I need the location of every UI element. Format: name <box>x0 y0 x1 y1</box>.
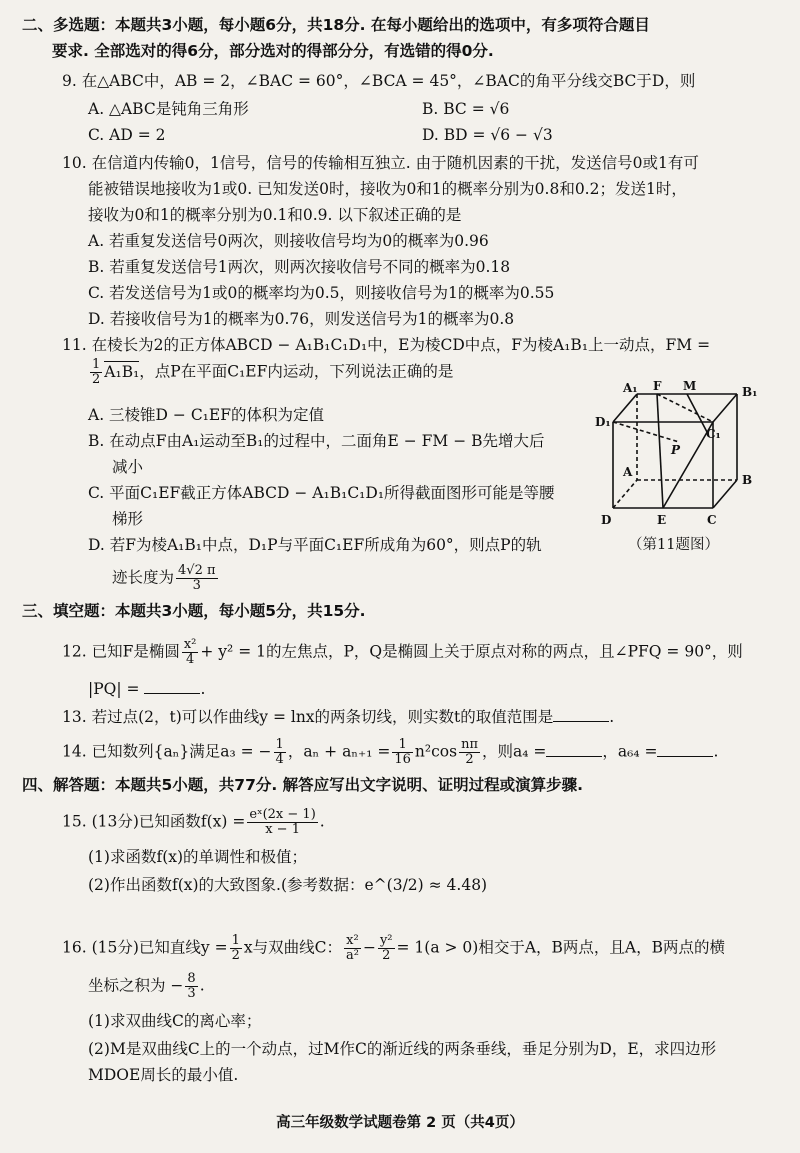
section-multi-header: 二、多选题：本题共3小题，每小题6分，共18分. 在每小题给出的选项中，有多项符合题目 <box>22 16 650 34</box>
q16-part-2: (2)M是双曲线C上的一个动点，过M作C的渐近线的两条垂线，垂足分别为D，E，求四边形 <box>88 1040 717 1058</box>
q11-option-c-2: 梯形 <box>112 510 144 528</box>
q13-answer-blank[interactable] <box>553 707 609 722</box>
q11-line-1: 11. 在棱长为2的正方体ABCD − A₁B₁C₁D₁中，E为棱CD中点，F为棱A₁B₁上一动点，FM = <box>62 336 711 354</box>
q11-line-2: $\frac{1}{2}$ A₁B₁，点P在平面C₁EF内运动，下列说法正确的是 <box>92 357 454 387</box>
fig-label-f: F <box>653 380 662 393</box>
q9-option-c: C. AD = 2 <box>88 126 166 144</box>
q11-option-d-1: D. 若F为棱A₁B₁中点，D₁P与平面C₁EF所成角为60°，则点P的轨 <box>88 536 542 554</box>
q16-part-1: (1)求双曲线C的离心率； <box>88 1012 262 1030</box>
fig-label-b: B <box>742 473 753 487</box>
q14-answer-blank-a4[interactable] <box>546 742 602 757</box>
q10-option-c: C. 若发送信号为1或0的概率均为0.5，则接收信号为1的概率为0.55 <box>88 284 555 302</box>
q9-option-a: A. △ABC是钝角三角形 <box>88 100 249 118</box>
q11-fraction-half: $\frac{1}{2}$ <box>92 357 101 387</box>
q16-stem: 16. (15分)已知直线y = $\frac{1}{2}$ x与双曲线C： $\frac{\text{x²}}{\text{a²}}$ − $\frac{\text{y²}}{2}$ = 1(a > 0)相交于A，B两点，且A，B两点的横 <box>62 933 725 963</box>
q11-figure-caption: （第11题图） <box>628 537 719 553</box>
q9-option-d: D. BD = √6 − √3 <box>422 126 553 144</box>
q10-line-1: 10. 在信道内传输0，1信号，信号的传输相互独立. 由于随机因素的干扰，发送信号0或1有可 <box>62 154 699 172</box>
q15-part-2: (2)作出函数f(x)的大致图象.(参考数据：e^(3/2) ≈ 4.48) <box>88 876 488 894</box>
q11-option-c-1: C. 平面C₁EF截正方体ABCD − A₁B₁C₁D₁所得截面图形可能是等腰 <box>88 484 555 502</box>
fig-label-d1: D₁ <box>595 415 611 429</box>
fig-label-c1: C₁ <box>706 427 721 441</box>
q11-answer-fraction: $\frac{4√2 \pi}{3}$ <box>178 563 216 593</box>
q13-line: 13. 若过点(2，t)可以作曲线y = lnx的两条切线，则实数t的取值范围是 . <box>62 708 615 726</box>
fig-label-e: E <box>657 513 667 527</box>
q12-fraction: $\frac{\text{x²}}{4}$ <box>183 637 197 667</box>
fig-label-p: P <box>671 443 681 457</box>
q11-option-b-1: B. 在动点F由A₁运动至B₁的过程中，二面角E − FM − B先增大后 <box>88 432 545 450</box>
q9-stem: 9. 在△ABC中，AB = 2，∠BAC = 60°，∠BCA = 45°，∠BAC的角平分线交BC于D，则 <box>62 72 696 90</box>
q14-line: 14. 已知数列{aₙ}满足a₃ = − $\frac{1}{4}$ ，aₙ + aₙ₊₁ = $\frac{1}{16}$ n²cos $\frac{n\pi}{2}$ ，则a₄ = ，a₆₄ = . <box>62 737 719 767</box>
fig-label-c: C <box>707 513 717 527</box>
q16-part-2-cont: MDOE周长的最小值. <box>88 1066 239 1084</box>
q11-vector-a1b1: A₁B₁ <box>104 362 140 381</box>
fig-label-m: M <box>683 380 697 393</box>
q14-answer-blank-a64[interactable] <box>657 742 713 757</box>
q9-option-b: B. BC = √6 <box>422 100 510 118</box>
q12-line-1: 12. 已知F是椭圆 $\frac{\text{x²}}{4}$ + y² = 1的左焦点，P，Q是椭圆上关于原点对称的两点，且∠PFQ = 90°，则 <box>62 637 743 667</box>
q16-stem-cont: 坐标之积为 − $\frac{8}{3}$ . <box>88 971 205 1001</box>
q15-stem: 15. (13分)已知函数f(x) = $\frac{\text{eˣ(2x − 1)}}{x - 1}$ . <box>62 807 325 837</box>
page-footer: 高三年级数学试题卷第 2 页（共4页） <box>276 1115 524 1131</box>
fig-label-d: D <box>601 513 612 527</box>
q15-fraction: $\frac{\text{eˣ(2x − 1)}}{x - 1}$ <box>249 807 316 837</box>
fig-label-b1: B₁ <box>742 385 758 399</box>
section-multi-header-cont: 要求. 全部选对的得6分，部分选对的得部分分，有选错的得0分. <box>52 42 494 60</box>
q11-cube-figure <box>595 380 780 530</box>
q10-option-d: D. 若接收信号为1的概率为0.76，则发送信号为1的概率为0.8 <box>88 310 515 328</box>
q12-answer-blank[interactable] <box>144 679 200 694</box>
q12-line-2: |PQ| = . <box>88 680 206 698</box>
section-solve-header: 四、解答题：本题共5小题，共77分. 解答应写出文字说明、证明过程或演算步骤. <box>22 776 584 794</box>
q10-line-3: 接收为0和1的概率分别为0.1和0.9. 以下叙述正确的是 <box>88 206 462 224</box>
q10-option-b: B. 若重复发送信号1两次，则两次接收信号不同的概率为0.18 <box>88 258 511 276</box>
q15-part-1: (1)求函数f(x)的单调性和极值； <box>88 848 308 866</box>
section-fill-header: 三、填空题：本题共3小题，每小题5分，共15分. <box>22 602 366 620</box>
fig-label-a: A <box>623 465 633 479</box>
q11-option-b-2: 减小 <box>112 458 144 476</box>
q10-line-2: 能被错误地接收为1或0. 已知发送0时，接收为0和1的概率分别为0.8和0.2；发送1时， <box>88 180 687 198</box>
q11-option-a: A. 三棱锥D − C₁EF的体积为定值 <box>88 406 324 424</box>
q10-option-a: A. 若重复发送信号0两次，则接收信号均为0的概率为0.96 <box>88 232 489 250</box>
q11-option-d-2: 迹长度为 $\frac{4√2 \pi}{3}$ <box>112 563 216 593</box>
fig-label-a1: A₁ <box>623 381 638 395</box>
